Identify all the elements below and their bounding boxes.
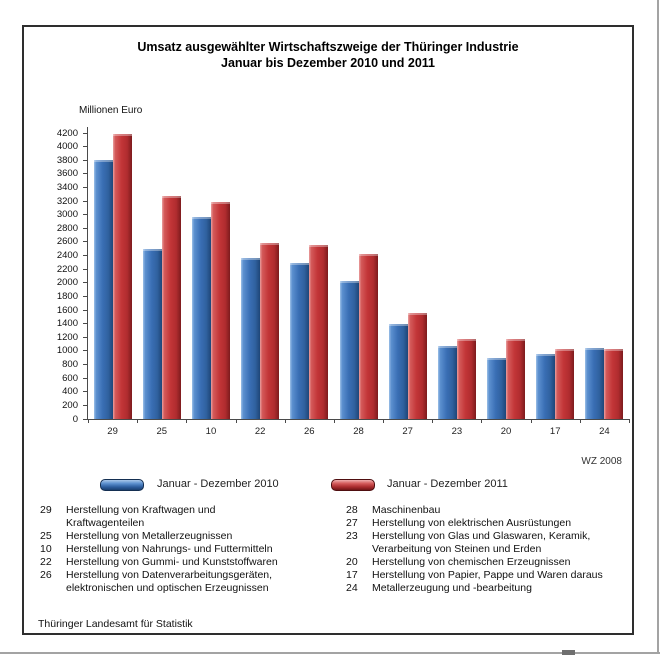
footnote-number: 26: [40, 569, 52, 581]
x-tick-mark: [531, 419, 532, 423]
y-tick-label: 3600: [56, 168, 78, 180]
legend-swatch-2010: [100, 479, 144, 491]
x-tick-mark: [236, 419, 237, 423]
x-tick-mark: [432, 419, 433, 423]
y-tick-label: 3200: [56, 195, 78, 207]
y-tick-label: 3400: [56, 181, 78, 193]
bar-17-2010: [536, 354, 555, 419]
footnote-text: Herstellung von Glas und Glaswaren, Keramik, Verarbeitung von Steinen und Erden: [372, 530, 591, 555]
chart-legend: [24, 476, 632, 496]
bar-28-2011: [359, 254, 378, 419]
footnote-number: 25: [40, 530, 52, 542]
bar-10-2011: [211, 202, 230, 419]
bar-26-2010: [290, 263, 309, 419]
y-tick-label: 3800: [56, 154, 78, 166]
footnote-text: Herstellung von chemischen Erzeugnissen: [372, 556, 571, 568]
y-tick-mark: [83, 269, 87, 270]
category-label: 22: [254, 426, 266, 437]
footnote-row: [40, 530, 336, 543]
y-tick-mark: [83, 405, 87, 406]
report-frame: [22, 25, 634, 635]
footnote-text: Herstellung von Papier, Pappe und Waren daraus: [372, 569, 603, 581]
y-tick-label: 400: [62, 386, 78, 398]
footnote-number: 29: [40, 504, 52, 516]
category-label: 27: [402, 426, 413, 437]
category-label: 23: [451, 426, 463, 437]
bar-24-2011: [604, 349, 623, 419]
footnote-text: Herstellung von Nahrungs- und Futtermitteln: [66, 543, 273, 555]
category-label: 17: [549, 426, 561, 437]
y-tick-label: 200: [62, 399, 78, 411]
category-label: 28: [353, 426, 364, 437]
footnote-number: 20: [346, 556, 358, 568]
y-tick-label: 2200: [56, 263, 78, 275]
bar-10-2010: [192, 217, 211, 419]
x-tick-mark: [629, 419, 630, 423]
footnote-number: 22: [40, 556, 52, 568]
y-tick-mark: [83, 255, 87, 256]
bar-23-2011: [457, 339, 476, 419]
y-tick-label: 4000: [56, 141, 78, 153]
bar-25-2010: [143, 249, 162, 419]
footnote-number: 24: [346, 582, 358, 594]
y-tick-mark: [83, 296, 87, 297]
y-tick-mark: [83, 146, 87, 147]
y-tick-label: 3000: [56, 209, 78, 221]
bar-27-2010: [389, 324, 408, 419]
bar-17-2011: [555, 349, 574, 419]
y-tick-label: 2800: [56, 222, 78, 234]
y-axis-unit-label: Millionen Euro: [79, 105, 143, 116]
category-label: 10: [205, 426, 217, 437]
y-tick-mark: [83, 310, 87, 311]
footnote-column-left: [40, 504, 336, 595]
y-tick-label: 1600: [56, 304, 78, 316]
window-bottom-edge-right: [575, 652, 660, 654]
plot-area: [87, 127, 629, 437]
legend-swatch-2011: [331, 479, 375, 491]
footnote-text: Herstellung von Kraftwagen und Kraftwagenteilen: [66, 504, 216, 529]
x-tick-mark: [186, 419, 187, 423]
y-tick-mark: [83, 323, 87, 324]
footnote-number: 17: [346, 569, 358, 581]
bar-23-2010: [438, 346, 457, 419]
category-label: 24: [599, 426, 610, 437]
bar-26-2011: [309, 245, 328, 419]
footnote-row: [40, 556, 336, 569]
y-axis-labels: [24, 127, 80, 425]
bar-29-2010: [94, 160, 113, 419]
y-tick-label: 1400: [56, 318, 78, 330]
category-label: 26: [304, 426, 315, 437]
bar-22-2010: [241, 258, 260, 419]
footnote-row: [40, 569, 336, 595]
x-tick-mark: [580, 419, 581, 423]
footnote-row: [346, 517, 632, 530]
y-tick-mark: [83, 378, 87, 379]
window-bottom-notch: [562, 650, 575, 655]
y-tick-mark: [83, 133, 87, 134]
footnote-number: 23: [346, 530, 358, 542]
y-tick-label: 1800: [56, 290, 78, 302]
classification-note: WZ 2008: [581, 456, 622, 467]
y-tick-mark: [83, 201, 87, 202]
bar-27-2011: [408, 313, 427, 419]
y-tick-mark: [83, 419, 87, 420]
y-tick-label: 1000: [56, 345, 78, 357]
y-tick-mark: [83, 391, 87, 392]
x-tick-mark: [88, 419, 89, 423]
bar-24-2010: [585, 348, 604, 420]
legend-label-2010: Januar - Dezember 2010: [157, 478, 279, 490]
y-tick-label: 4200: [56, 127, 78, 139]
legend-label-2011: Januar - Dezember 2011: [387, 478, 508, 490]
y-tick-mark: [83, 160, 87, 161]
category-label: 29: [107, 426, 118, 437]
bar-20-2011: [506, 339, 525, 419]
y-tick-label: 2600: [56, 236, 78, 248]
chart-title-line1: Umsatz ausgewählter Wirtschaftszweige der Thüringer Industrie: [137, 40, 519, 54]
y-tick-label: 2400: [56, 250, 78, 262]
footnote-row: [40, 504, 336, 530]
footnote-row: [346, 504, 632, 517]
bar-29-2011: [113, 134, 132, 419]
y-tick-label: 2000: [56, 277, 78, 289]
y-tick-mark: [83, 241, 87, 242]
bar-22-2011: [260, 243, 279, 419]
footnote-number: 10: [40, 543, 52, 555]
footnote-number: 28: [346, 504, 358, 516]
x-tick-mark: [481, 419, 482, 423]
bar-25-2011: [162, 196, 181, 419]
y-tick-label: 800: [62, 359, 78, 371]
footnote-column-right: [346, 504, 632, 595]
y-tick-mark: [83, 228, 87, 229]
chart-title: [24, 39, 632, 71]
footnote-row: [40, 543, 336, 556]
window-bottom-edge-left: [0, 652, 562, 654]
footnote-text: Herstellung von Gummi- und Kunststoffwaren: [66, 556, 278, 568]
y-tick-mark: [83, 173, 87, 174]
footnote-row: [346, 569, 632, 582]
footnote-text: Maschinenbau: [372, 504, 441, 516]
y-tick-label: 0: [72, 413, 78, 425]
footnote-text: Herstellung von elektrischen Ausrüstungen: [372, 517, 572, 529]
x-tick-mark: [137, 419, 138, 423]
footnote-text: Herstellung von Datenverarbeitungsgeräten, elektronischen und optischen Erzeugnissen: [66, 569, 273, 594]
y-tick-label: 1200: [56, 331, 78, 343]
bar-28-2010: [340, 281, 359, 419]
x-tick-mark: [285, 419, 286, 423]
footnote-number: 27: [346, 517, 358, 529]
y-tick-mark: [83, 187, 87, 188]
y-tick-mark: [83, 282, 87, 283]
bar-20-2010: [487, 358, 506, 419]
source-text: Thüringer Landesamt für Statistik: [38, 618, 193, 630]
y-tick-mark: [83, 214, 87, 215]
x-tick-mark: [383, 419, 384, 423]
category-label: 25: [156, 426, 168, 437]
footnote-row: [346, 530, 632, 556]
y-tick-label: 600: [62, 372, 78, 384]
footnote-text: Metallerzeugung und -bearbeitung: [372, 582, 532, 594]
x-tick-mark: [334, 419, 335, 423]
footnote-row: [346, 582, 632, 595]
chart-title-line2: Januar bis Dezember 2010 und 2011: [221, 56, 435, 70]
category-label: 20: [500, 426, 512, 437]
window-right-edge: [657, 0, 659, 654]
y-tick-mark: [83, 364, 87, 365]
footnote-text: Herstellung von Metallerzeugnissen: [66, 530, 233, 542]
footnote-row: [346, 556, 632, 569]
y-tick-mark: [83, 337, 87, 338]
y-tick-mark: [83, 350, 87, 351]
